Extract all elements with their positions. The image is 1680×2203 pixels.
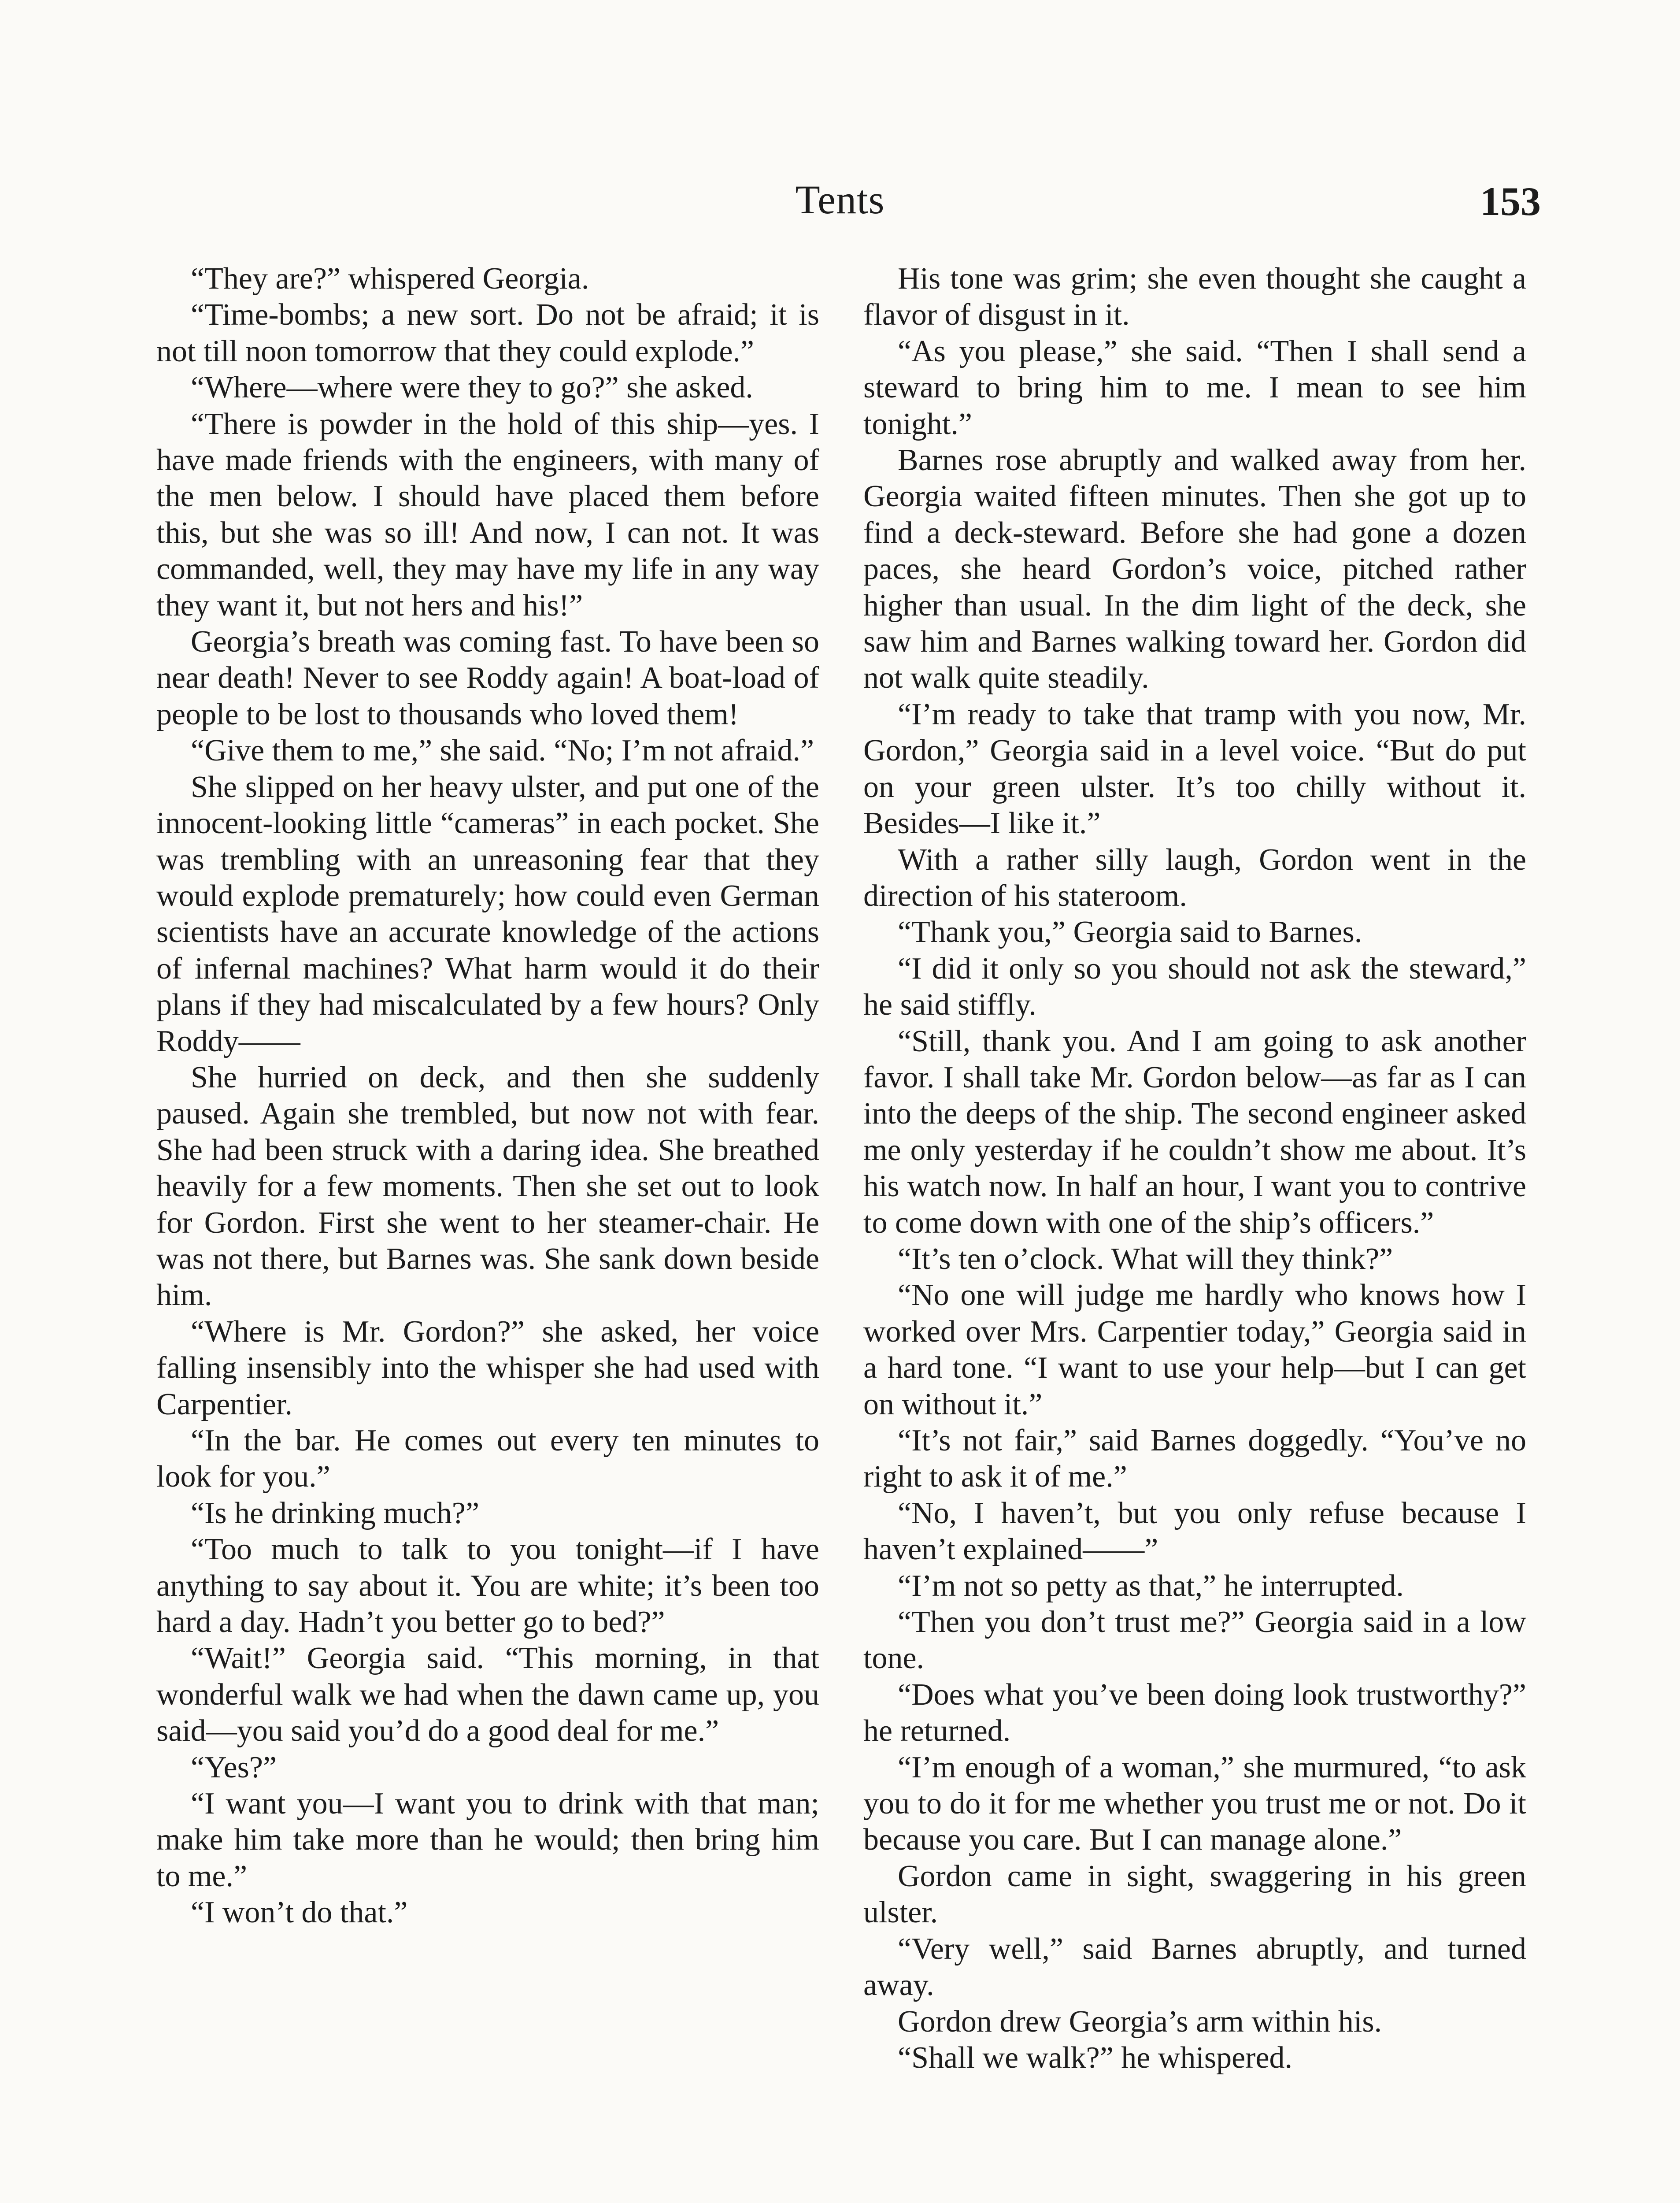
paragraph: “Where—where were they to go?” she asked. xyxy=(191,371,753,405)
paragraph: “There is powder in the hold of this ship—yes. I have made friends with the engineers, with many of the men below. I should have placed them before this, but she was so ill! And now, I can not. It was commanded, well, they may have my life in any way they want it, but not hers and his!” xyxy=(156,407,819,623)
running-head-title: Tents xyxy=(795,177,885,222)
paragraph: “Is he drinking much?” xyxy=(191,1496,480,1530)
paragraph: She hurried on deck, and then she suddenly paused. Again she trembled, but now not with fear. She had been struck with a daring idea. She breathed heavily for a few moments. Then she set out to look for Gordon. First she went to her steamer-chair. He was not there, but Barnes was. She sank down beside him. xyxy=(156,1060,819,1313)
paragraph: “I’m ready to take that tramp with you now, Mr. Gordon,” Georgia said in a level voice. “But do put on your green ulster. It’s too chilly without it. Besides—I like it.” xyxy=(863,697,1526,841)
paragraph: “Thank you,” Georgia said to Barnes. xyxy=(898,915,1362,949)
paragraph: “I did it only so you should not ask the steward,” he said stiffly. xyxy=(863,951,1526,1022)
paragraph: Barnes rose abruptly and walked away from her. Georgia waited fifteen minutes. Then she got up to find a deck-steward. Before she had gone a dozen paces, she heard Gordon’s voice, pitched rather higher than usual. In the dim light of the deck, she saw him and Barnes walking toward her. Gordon did not walk quite steadily. xyxy=(863,443,1526,695)
paragraph: “I won’t do that.” xyxy=(191,1895,408,1930)
paragraph: “Then you don’t trust me?” Georgia said in a low tone. xyxy=(863,1605,1526,1676)
paragraph: “Wait!” Georgia said. “This morning, in that wonderful walk we had when the dawn came up, you said—you said you’d do a good deal for me.” xyxy=(156,1641,819,1748)
paragraph: “Shall we walk?” he whispered. xyxy=(898,2040,1293,2075)
paragraph: “Does what you’ve been doing look trustworthy?” he returned. xyxy=(863,1677,1526,1748)
paragraph: She slipped on her heavy ulster, and put one of the innocent-looking little “cameras” in each pocket. She was trembling with an unreasoning fear that they would explode prematurely; how could even German scientists have an accurate knowledge of the actions of infernal machines? What harm would it do their plans if they had miscalculated by a few hours? Only Roddy—— xyxy=(156,770,819,1058)
paragraph: “In the bar. He comes out every ten minutes to look for you.” xyxy=(156,1424,819,1494)
paragraph: Gordon came in sight, swaggering in his green ulster. xyxy=(863,1859,1526,1930)
paragraph: Georgia’s breath was coming fast. To have been so near death! Never to see Roddy again! A boat-load of people to be lost to thousands who loved them! xyxy=(156,625,819,731)
paragraph: “Yes?” xyxy=(191,1750,277,1784)
paragraph: “It’s not fair,” said Barnes doggedly. “You’ve no right to ask it of me.” xyxy=(863,1424,1526,1494)
paragraph: “I’m enough of a woman,” she murmured, “to ask you to do it for me whether you trust me or not. Do it because you care. But I can manage alone.” xyxy=(863,1750,1526,1857)
paragraph: “Very well,” said Barnes abruptly, and turned away. xyxy=(863,1932,1526,2003)
right-text-column xyxy=(863,261,1526,2076)
paragraph: “As you please,” she said. “Then I shall send a steward to bring him to me. I mean to see him tonight.” xyxy=(863,334,1526,441)
paragraph: “Too much to talk to you tonight—if I have anything to say about it. You are white; it’s been too hard a day. Hadn’t you better go to bed?” xyxy=(156,1532,819,1639)
page-number: 153 xyxy=(1480,179,1541,224)
paragraph: “I want you—I want you to drink with that man; make him take more than he would; then bring him to me.” xyxy=(156,1787,819,1893)
paragraph: Gordon drew Georgia’s arm within his. xyxy=(898,2004,1382,2039)
left-text-column xyxy=(156,261,819,1931)
paragraph: “Time-bombs; a new sort. Do not be afraid; it is not till noon tomorrow that they could explode.” xyxy=(156,298,819,368)
paragraph: “I’m not so petty as that,” he interrupted. xyxy=(898,1569,1404,1603)
paragraph: His tone was grim; she even thought she caught a flavor of disgust in it. xyxy=(863,262,1526,332)
paragraph: “No one will judge me hardly who knows how I worked over Mrs. Carpentier today,” Georgia said in a hard tone. “I want to use your help—but I can get on without it.” xyxy=(863,1278,1526,1421)
paragraph: “No, I haven’t, but you only refuse because I haven’t explained——” xyxy=(863,1496,1526,1567)
paragraph: “Give them to me,” she said. “No; I’m not afraid.” xyxy=(191,734,814,768)
paragraph: “They are?” whispered Georgia. xyxy=(191,262,589,296)
paragraph: “Still, thank you. And I am going to ask another favor. I shall take Mr. Gordon below—as far as I can into the deeps of the ship. The second engineer asked me only yesterday if he couldn’t show me about. It’s his watch now. In half an hour, I want you to contrive to come down with one of the ship’s officers.” xyxy=(863,1024,1526,1240)
paragraph: With a rather silly laugh, Gordon went in the direction of his stateroom. xyxy=(863,842,1526,913)
paragraph: “Where is Mr. Gordon?” she asked, her voice falling insensibly into the whisper she had used with Carpentier. xyxy=(156,1314,819,1421)
paragraph: “It’s ten o’clock. What will they think?” xyxy=(898,1242,1393,1276)
